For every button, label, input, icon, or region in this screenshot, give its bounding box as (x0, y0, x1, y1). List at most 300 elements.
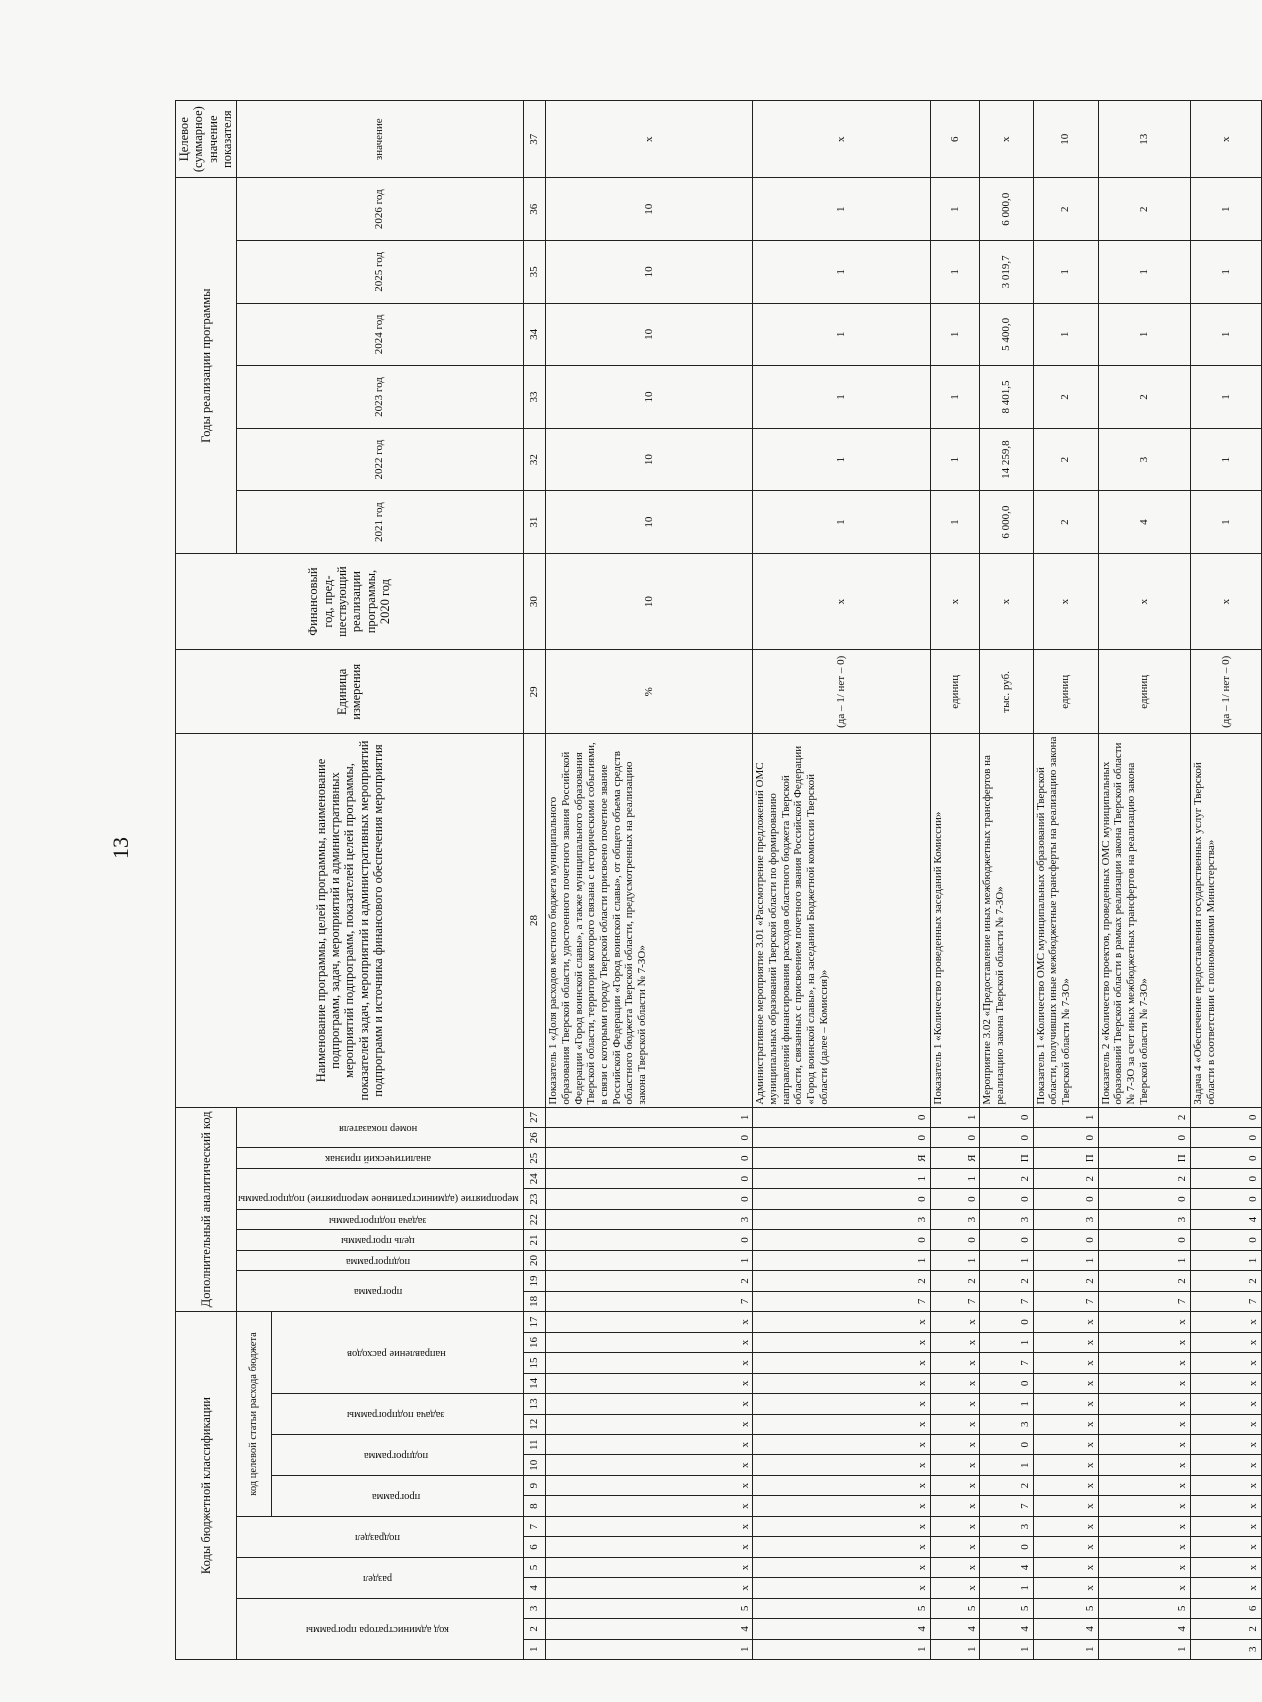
code-cell: 7 (930, 1291, 980, 1311)
code-cell: x (1191, 1332, 1262, 1352)
row-unit: тыс. руб. (980, 650, 1033, 734)
row-year-value: 1 (1191, 241, 1262, 304)
code-cell: 0 (753, 1128, 930, 1148)
code-cell: 1 (1033, 1250, 1098, 1270)
code-cell: x (1191, 1394, 1262, 1414)
column-number: 7 (523, 1516, 545, 1536)
header-task-subprogram: задача подпрограммы (347, 1409, 445, 1421)
row-year-value: 10 (546, 241, 753, 304)
code-cell: 0 (1191, 1107, 1262, 1127)
header-prev-year: Финансовый год, пред-шествующий реализации программы, 2020 год (176, 553, 524, 649)
code-cell: x (1098, 1332, 1190, 1352)
table-row (546, 101, 753, 1660)
code-cell: x (930, 1537, 980, 1557)
row-name: Мероприятие 3.02 «Предоставление иных межбюджетных трансфертов на реализацию закона Тверской области № 7-ЗО» (980, 734, 1033, 1107)
header-budget-codes: Коды бюджетной классификации (176, 1312, 237, 1660)
code-cell: 0 (753, 1189, 930, 1209)
code-cell: 1 (753, 1168, 930, 1188)
code-cell: 2 (1098, 1107, 1190, 1127)
code-cell: 0 (1191, 1189, 1262, 1209)
code-cell: 2 (930, 1271, 980, 1291)
code-cell: 3 (1191, 1639, 1262, 1659)
header-unit: Единица измерения (176, 650, 524, 734)
code-cell: x (1033, 1537, 1098, 1557)
row-year-value: 10 (546, 178, 753, 241)
code-cell: x (546, 1455, 753, 1475)
table-row (1191, 101, 1262, 1660)
header-target-article: код целевой статьи расхода бюджета (236, 1312, 272, 1517)
code-cell: x (930, 1435, 980, 1455)
code-cell: x (546, 1537, 753, 1557)
row-year-value: 1 (1098, 241, 1190, 304)
code-cell: П (1098, 1148, 1190, 1168)
header-subsection: подраздел (355, 1531, 401, 1543)
row-name: Задача 4 «Обеспечение предоставления государственных услуг Тверской области в соответствии с полномочиями Министерства» (1191, 734, 1262, 1107)
code-cell: 4 (980, 1557, 1033, 1577)
row-year-value: 2 (1098, 178, 1190, 241)
code-cell: x (753, 1578, 930, 1598)
code-cell: 4 (1191, 1209, 1262, 1229)
header-ac-goal: цель программы (341, 1235, 415, 1247)
header-ac-indicator: номер показателя (338, 1122, 417, 1134)
code-cell: x (930, 1455, 980, 1475)
header-value: значение (236, 101, 523, 178)
row-prev-year: x (930, 553, 980, 649)
code-cell: x (1033, 1496, 1098, 1516)
column-number: 21 (523, 1230, 545, 1250)
code-cell: x (753, 1537, 930, 1557)
row-year-value: 2 (1098, 366, 1190, 429)
code-cell: x (546, 1578, 753, 1598)
code-cell: x (546, 1353, 753, 1373)
code-cell: 0 (980, 1230, 1033, 1250)
code-cell: x (546, 1414, 753, 1434)
code-cell: 1 (753, 1639, 930, 1659)
code-cell: x (546, 1373, 753, 1393)
code-cell: x (753, 1332, 930, 1352)
column-number: 35 (523, 241, 545, 304)
code-cell: x (753, 1373, 930, 1393)
column-number: 30 (523, 553, 545, 649)
row-year-value: 1 (1033, 241, 1098, 304)
code-cell: x (1191, 1578, 1262, 1598)
code-cell: 2 (1191, 1619, 1262, 1639)
header-program: программа (371, 1490, 420, 1502)
code-cell: x (1033, 1455, 1098, 1475)
header-years-title: Годы реализации программы (176, 178, 237, 554)
code-cell: 3 (930, 1209, 980, 1229)
code-cell: 0 (1098, 1230, 1190, 1250)
column-number: 31 (523, 491, 545, 554)
header-year-2026: 2026 год (236, 178, 523, 241)
code-cell: x (930, 1557, 980, 1577)
row-name: Административное мероприятие 3.01 «Рассмотрение предложений ОМС муниципальных образований Тверской области по формированию направлений финансирования расходов областного бюджета Тверской области, связанных с присвоением почетного звания Российской Федерации «Город воинской славы», на заседании Бюджетной комиссии Тверской области (далее – Комиссия)» (753, 734, 930, 1107)
column-number: 25 (523, 1148, 545, 1168)
code-cell: x (1098, 1435, 1190, 1455)
code-cell: 2 (753, 1271, 930, 1291)
header-target: Целевое (суммарное) значение показателя (176, 101, 237, 178)
code-cell: x (1191, 1435, 1262, 1455)
code-cell: x (753, 1435, 930, 1455)
code-cell: 4 (546, 1619, 753, 1639)
table-row (1033, 101, 1098, 1660)
header-year-2023: 2023 год (236, 366, 523, 429)
code-cell: 2 (1098, 1271, 1190, 1291)
code-cell: 7 (1033, 1291, 1098, 1311)
code-cell: 7 (546, 1291, 753, 1311)
code-cell: 0 (980, 1537, 1033, 1557)
code-cell: x (1098, 1353, 1190, 1373)
code-cell: 3 (753, 1209, 930, 1229)
code-cell: Я (930, 1148, 980, 1168)
column-number: 16 (523, 1332, 545, 1352)
code-cell: x (1191, 1373, 1262, 1393)
header-year-2022: 2022 год (236, 428, 523, 491)
code-cell: x (1191, 1537, 1262, 1557)
code-cell: 3 (980, 1414, 1033, 1434)
code-cell: 0 (1098, 1189, 1190, 1209)
code-cell: 7 (1191, 1291, 1262, 1311)
rotated-table-container (175, 100, 1260, 1660)
code-cell: 0 (980, 1107, 1033, 1127)
row-unit: единиц (930, 650, 980, 734)
header-name: Наименование программы, целей программы, наименование подпрограмм, задач, мероприятий и административных мероприятий подпрограмм, показателей целей программы, показателей задач, мероприятий и административных мероприятий подпрограмм и источника финансового обеспечения мероприятия (176, 734, 524, 1107)
row-year-value: 1 (1191, 178, 1262, 241)
code-cell: x (1098, 1557, 1190, 1577)
row-year-value: 1 (753, 366, 930, 429)
code-cell: 3 (546, 1209, 753, 1229)
row-year-value: 1 (753, 428, 930, 491)
row-year-value: 3 (1098, 428, 1190, 491)
code-cell: x (1191, 1557, 1262, 1577)
header-ac-subprogram: подпрограмма (345, 1255, 410, 1267)
column-number: 22 (523, 1209, 545, 1229)
row-year-value: 2 (1033, 366, 1098, 429)
code-cell: 0 (980, 1189, 1033, 1209)
code-cell: x (753, 1312, 930, 1333)
code-cell: 1 (1191, 1250, 1262, 1270)
code-cell: 1 (980, 1332, 1033, 1352)
code-cell: x (1098, 1578, 1190, 1598)
code-cell: x (753, 1516, 930, 1536)
code-cell: 0 (1191, 1128, 1262, 1148)
code-cell: 0 (930, 1230, 980, 1250)
code-cell: 0 (546, 1189, 753, 1209)
row-unit: единиц (1098, 650, 1190, 734)
code-cell: 0 (1033, 1128, 1098, 1148)
code-cell: 1 (546, 1250, 753, 1270)
row-year-value: 1 (930, 303, 980, 366)
code-cell: x (930, 1496, 980, 1516)
code-cell: x (1191, 1455, 1262, 1475)
code-cell: 7 (1098, 1291, 1190, 1311)
code-cell: П (980, 1148, 1033, 1168)
code-cell: 1 (980, 1578, 1033, 1598)
code-cell: 5 (546, 1598, 753, 1618)
column-number: 26 (523, 1128, 545, 1148)
code-cell: x (930, 1578, 980, 1598)
row-year-value: 4 (1098, 491, 1190, 554)
header-year-2025: 2025 год (236, 241, 523, 304)
row-year-value: 6 000,0 (980, 178, 1033, 241)
column-number-row (523, 101, 545, 1660)
code-cell: x (1033, 1312, 1098, 1333)
code-cell: 0 (546, 1230, 753, 1250)
code-cell: 0 (1191, 1148, 1262, 1168)
code-cell: 1 (930, 1168, 980, 1188)
code-cell: x (930, 1353, 980, 1373)
code-cell: x (1098, 1475, 1190, 1495)
row-year-value: 8 401,5 (980, 366, 1033, 429)
column-number: 18 (523, 1291, 545, 1311)
row-year-value: 1 (1191, 491, 1262, 554)
row-year-value: 1 (1033, 303, 1098, 366)
code-cell: 5 (930, 1598, 980, 1618)
row-prev-year: x (1098, 553, 1190, 649)
column-number: 17 (523, 1312, 545, 1333)
row-year-value: 5 400,0 (980, 303, 1033, 366)
row-target: 6 (930, 101, 980, 178)
row-unit: единиц (1033, 650, 1098, 734)
code-cell: 0 (1191, 1230, 1262, 1250)
row-name: Показатель 1 «Количество проведенных заседаний Комиссии» (930, 734, 980, 1107)
code-cell: x (1098, 1394, 1190, 1414)
header-extra-code: Дополнительный аналитический код (176, 1107, 237, 1312)
row-year-value: 10 (546, 428, 753, 491)
column-number: 2 (523, 1619, 545, 1639)
column-number: 5 (523, 1557, 545, 1577)
row-prev-year: 10 (546, 553, 753, 649)
code-cell: 1 (930, 1107, 980, 1127)
code-cell: x (1098, 1414, 1190, 1434)
code-cell: x (546, 1435, 753, 1455)
code-cell: x (546, 1312, 753, 1333)
column-number: 24 (523, 1168, 545, 1188)
header-ac-event: мероприятие (административное мероприятие) подпрограммы (237, 1192, 519, 1204)
code-cell: x (1098, 1537, 1190, 1557)
row-year-value: 2 (1033, 178, 1098, 241)
row-unit: (да – 1/ нет – 0) (1191, 650, 1262, 734)
row-year-value: 14 259,8 (980, 428, 1033, 491)
row-year-value: 2 (1033, 428, 1098, 491)
code-cell: 1 (1033, 1639, 1098, 1659)
header-subprogram: подпрограмма (363, 1450, 428, 1461)
code-cell: 3 (980, 1516, 1033, 1536)
code-cell: x (546, 1557, 753, 1577)
code-cell: 0 (980, 1435, 1033, 1455)
code-cell: x (1191, 1353, 1262, 1373)
code-cell: x (1191, 1475, 1262, 1495)
table-row (1098, 101, 1190, 1660)
code-cell: x (930, 1394, 980, 1414)
code-cell: 0 (930, 1189, 980, 1209)
code-cell: 1 (1098, 1639, 1190, 1659)
code-cell: 3 (1033, 1209, 1098, 1229)
row-unit: (да – 1/ нет – 0) (753, 650, 930, 734)
code-cell: 0 (1033, 1230, 1098, 1250)
code-cell: 2 (546, 1271, 753, 1291)
code-cell: 0 (980, 1128, 1033, 1148)
row-year-value: 10 (546, 303, 753, 366)
column-number: 32 (523, 428, 545, 491)
column-number: 36 (523, 178, 545, 241)
row-target: x (546, 101, 753, 178)
code-cell: П (1033, 1148, 1098, 1168)
code-cell: x (1033, 1516, 1098, 1536)
code-cell: x (1033, 1414, 1098, 1434)
code-cell: x (753, 1394, 930, 1414)
code-cell: 5 (1033, 1598, 1098, 1618)
code-cell: x (1033, 1557, 1098, 1577)
row-name: Показатель 1 «Количество ОМС муниципальных образований Тверской области, получивших иные межбюджетные трансферты на реализацию закона Тверской области № 7-ЗО» (1033, 734, 1098, 1107)
code-cell: 3 (980, 1209, 1033, 1229)
code-cell: x (1191, 1312, 1262, 1333)
row-unit: % (546, 650, 753, 734)
column-number: 10 (523, 1455, 545, 1475)
code-cell: 4 (1098, 1619, 1190, 1639)
column-number: 27 (523, 1107, 545, 1127)
row-name: Показатель 1 «Доля расходов местного бюджета муниципального образования Тверской области, удостоенного почетного звания Российской Федерации «Город воинской славы», а также муниципального образования Тверской области, территория которого связана с историческими событиями, в связи с которыми городу Тверской области присвоено почетное звание Российской Федерации «Город воинской славы», от общего объема средств областного бюджета Тверской области, предусмотренных на реализацию закона Тверской области № 7-ЗО» (546, 734, 753, 1107)
row-prev-year: x (1033, 553, 1098, 649)
row-year-value: 1 (930, 178, 980, 241)
header-ac-sign: аналитический признак (324, 1153, 431, 1165)
row-year-value: 2 (1033, 491, 1098, 554)
code-cell: 2 (980, 1271, 1033, 1291)
code-cell: 0 (546, 1128, 753, 1148)
row-year-value: 10 (546, 366, 753, 429)
row-year-value: 1 (1191, 366, 1262, 429)
column-number: 29 (523, 650, 545, 734)
code-cell: 4 (930, 1619, 980, 1639)
row-prev-year: x (1191, 553, 1262, 649)
column-number: 1 (523, 1639, 545, 1659)
table-row (753, 101, 930, 1660)
column-number: 19 (523, 1271, 545, 1291)
code-cell: 7 (980, 1291, 1033, 1311)
header-section: раздел (363, 1572, 393, 1584)
row-target: x (753, 101, 930, 178)
code-cell: 1 (1098, 1250, 1190, 1270)
code-cell: 0 (546, 1148, 753, 1168)
code-cell: 0 (980, 1312, 1033, 1333)
column-number: 13 (523, 1394, 545, 1414)
code-cell: 0 (546, 1168, 753, 1188)
code-cell: 0 (1191, 1168, 1262, 1188)
row-year-value: 1 (753, 303, 930, 366)
table-row (980, 101, 1033, 1660)
code-cell: x (1033, 1475, 1098, 1495)
header-year-2021: 2021 год (236, 491, 523, 554)
code-cell: 2 (1033, 1168, 1098, 1188)
column-number: 12 (523, 1414, 545, 1434)
column-number: 3 (523, 1598, 545, 1618)
row-target: x (980, 101, 1033, 178)
code-cell: 7 (980, 1496, 1033, 1516)
header-ac-task: задача подпрограммы (329, 1214, 427, 1226)
code-cell: x (930, 1312, 980, 1333)
code-cell: 5 (980, 1598, 1033, 1618)
column-number: 33 (523, 366, 545, 429)
code-cell: x (1098, 1496, 1190, 1516)
code-cell: 2 (1191, 1271, 1262, 1291)
code-cell: x (546, 1516, 753, 1536)
code-cell: 1 (930, 1639, 980, 1659)
row-year-value: 3 019,7 (980, 241, 1033, 304)
code-cell: x (1033, 1332, 1098, 1352)
code-cell: x (1033, 1353, 1098, 1373)
table-row (930, 101, 980, 1660)
program-table (175, 100, 1262, 1660)
code-cell: x (1033, 1435, 1098, 1455)
row-name: Показатель 2 «Количество проектов, проведенных ОМС муниципальных образований Тверской области в рамках реализации закона Тверской области № 7-ЗО за счет иных межбюджетных трансфертов на реализацию закона Тверской области № 7-ЗО» (1098, 734, 1190, 1107)
code-cell: x (753, 1414, 930, 1434)
row-year-value: 1 (753, 241, 930, 304)
code-cell: x (1098, 1516, 1190, 1536)
code-cell: 1 (546, 1639, 753, 1659)
code-cell: x (930, 1332, 980, 1352)
code-cell: 1 (1033, 1107, 1098, 1127)
row-year-value: 1 (1191, 303, 1262, 366)
row-year-value: 10 (546, 491, 753, 554)
code-cell: 0 (753, 1107, 930, 1127)
code-cell: 0 (1098, 1128, 1190, 1148)
code-cell: x (930, 1414, 980, 1434)
code-cell: 5 (1098, 1598, 1190, 1618)
code-cell: 2 (1033, 1271, 1098, 1291)
row-target: x (1191, 101, 1262, 178)
code-cell: x (546, 1332, 753, 1352)
code-cell: Я (753, 1148, 930, 1168)
code-cell: 2 (980, 1475, 1033, 1495)
code-cell: 4 (753, 1619, 930, 1639)
code-cell: 4 (1033, 1619, 1098, 1639)
code-cell: 0 (930, 1128, 980, 1148)
row-year-value: 1 (930, 241, 980, 304)
row-prev-year: x (980, 553, 1033, 649)
code-cell: x (1191, 1516, 1262, 1536)
code-cell: 0 (980, 1373, 1033, 1393)
code-cell: 1 (980, 1639, 1033, 1659)
code-cell: 1 (546, 1107, 753, 1127)
code-cell: x (1033, 1394, 1098, 1414)
code-cell: x (1191, 1496, 1262, 1516)
column-number: 28 (523, 734, 545, 1107)
code-cell: 0 (753, 1230, 930, 1250)
row-prev-year: x (753, 553, 930, 649)
code-cell: x (753, 1455, 930, 1475)
row-year-value: 1 (1191, 428, 1262, 491)
column-number: 15 (523, 1353, 545, 1373)
code-cell: 7 (753, 1291, 930, 1311)
code-cell: x (930, 1475, 980, 1495)
column-number: 20 (523, 1250, 545, 1270)
row-year-value: 1 (753, 178, 930, 241)
row-target: 10 (1033, 101, 1098, 178)
column-number: 11 (523, 1435, 545, 1455)
row-year-value: 1 (930, 491, 980, 554)
column-number: 8 (523, 1496, 545, 1516)
code-cell: 1 (930, 1250, 980, 1270)
code-cell: 2 (980, 1168, 1033, 1188)
code-cell: x (753, 1496, 930, 1516)
code-cell: x (930, 1516, 980, 1536)
code-cell: x (546, 1475, 753, 1495)
header-year-2024: 2024 год (236, 303, 523, 366)
column-number: 37 (523, 101, 545, 178)
code-cell: x (546, 1496, 753, 1516)
code-cell: x (1098, 1455, 1190, 1475)
code-cell: 1 (753, 1250, 930, 1270)
